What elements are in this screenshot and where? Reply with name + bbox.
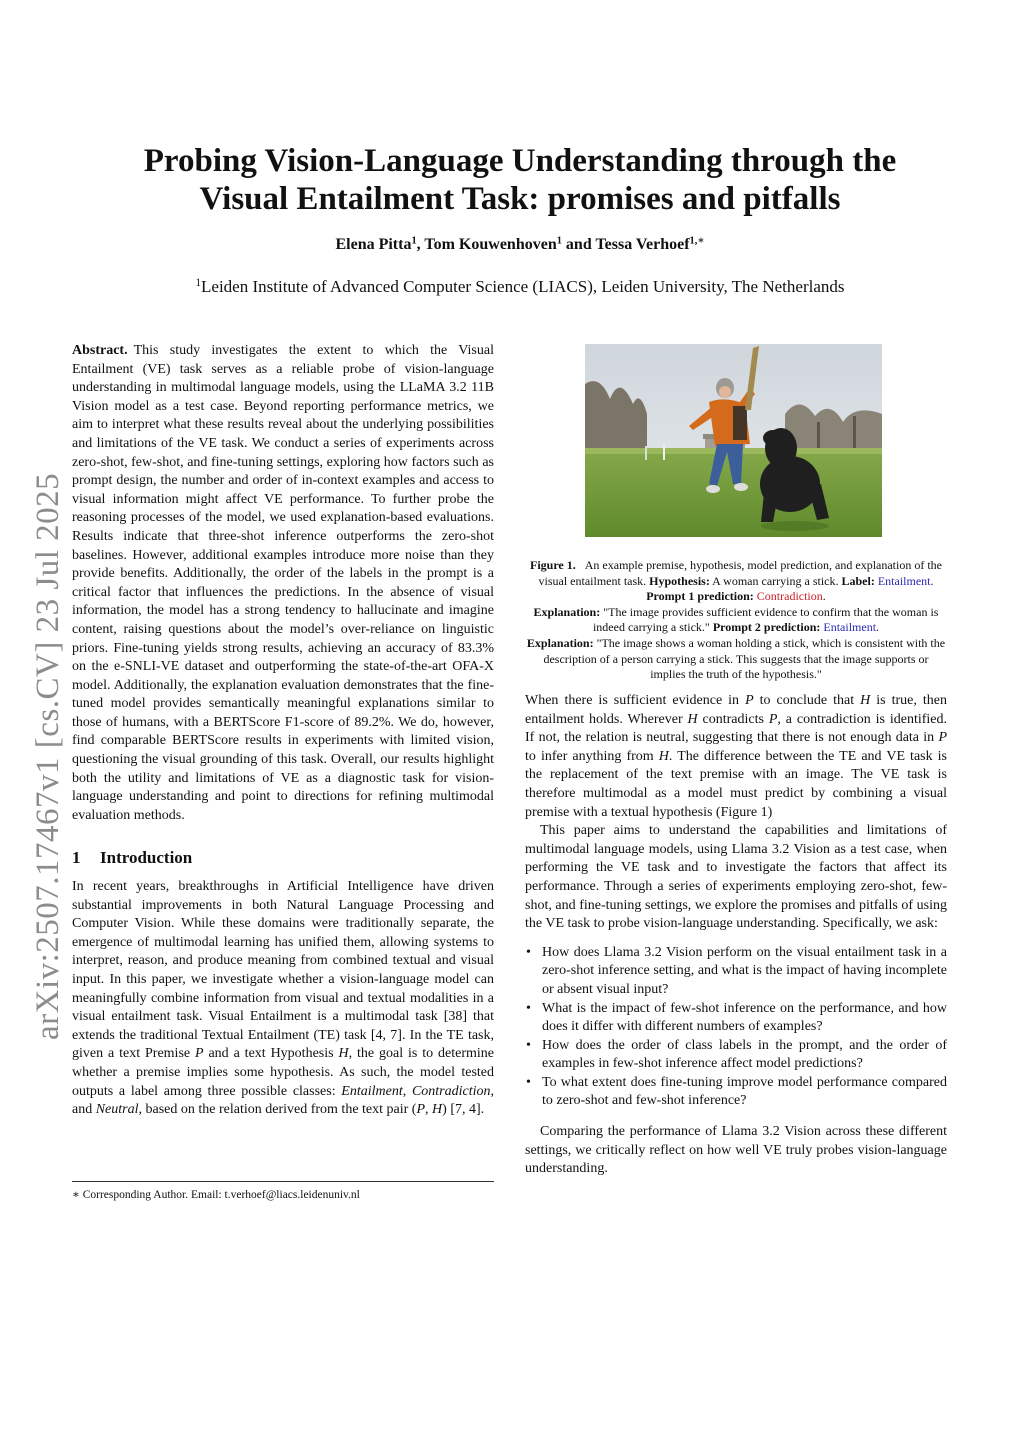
figure-photo bbox=[585, 344, 882, 537]
text-run: , a contradiction is identified. If not, the relation is neutral, suggesting that there is not enough data in bbox=[525, 711, 948, 746]
research-questions-list bbox=[525, 944, 947, 1111]
intro-paragraph bbox=[72, 878, 494, 1120]
text-run: , the goal is to determine whether a premise implies some hypothesis. As such, the model tested outputs a label among three possible classes: bbox=[72, 1046, 494, 1099]
text-run: , and bbox=[72, 1083, 494, 1118]
footnote-text: Corresponding Author. Email: t.verhoef@liacs.leidenuniv.nl bbox=[79, 1189, 360, 1201]
caption-text: An example premise, hypothesis, model prediction, and explanation of the visual entailment task. bbox=[538, 558, 943, 588]
math-symbol: H bbox=[860, 693, 871, 708]
list-item: • How does the order of class labels in the prompt, and the order of examples in few-shot inference affect model predictions? bbox=[525, 1037, 947, 1074]
explanation2-text: "The image shows a woman holding a stick, which is consistent with the description of a person carrying a stick. This suggests that the image supports or implies the truth of the hypothesis." bbox=[543, 635, 946, 682]
class-name: Neutral bbox=[95, 1102, 139, 1118]
math-symbol: P bbox=[745, 693, 754, 708]
text-run: and a text Hypothesis bbox=[203, 1046, 339, 1062]
gold-label-value: Entailment bbox=[877, 573, 931, 588]
body-paragraph: Comparing the performance of Llama 3.2 Vision across these different settings, we critically reflect on how well VE truly probes vision-language understanding. bbox=[525, 1124, 947, 1177]
right-column bbox=[525, 692, 947, 1179]
figure-label: Figure 1. bbox=[529, 558, 576, 572]
footnote bbox=[72, 1181, 494, 1201]
math-symbol: H bbox=[338, 1046, 349, 1062]
math-symbol: P bbox=[938, 730, 947, 746]
affiliation-mark: 1 bbox=[195, 276, 202, 289]
hypothesis-text: A woman carrying a stick. bbox=[709, 573, 842, 588]
math-symbol: P bbox=[195, 1046, 204, 1062]
gold-label-label: Label: bbox=[841, 573, 875, 588]
left-column bbox=[72, 342, 494, 1120]
section-heading-introduction bbox=[72, 849, 494, 868]
abstract-text: This study investigates the extent to which the Visual Entailment (VE) task serves as a reliable probe of vision-language understanding in multimodal language models, using the LLaMA 3.2 11B Vision model as a test case. Beyond reporting performance metrics, we aim to interpret what these results reveal about the underlying possibilities and limitations of the VE task. We conduct a series of experiments across zero-shot, few-shot, and fine-tuning settings, exploring how factors such as prompt design, the number and order of in-context examples and access to visual information might affect VE performance. To further probe the reasoning processes of the model, we used explanation-based evaluations. Results indicate that three-shot inference outperforms the zero-shot baselines. However, additional examples introduce more noise than they provide benefits. Additionally, the order of the labels in the prompt is a critical factor that influences the predictions. In the absence of visual information, the model has a strong tendency to hallucinate and imagine content, raising questions about the model’s over-reliance on linguistic priors. Fine-tuning yields strong results, achieving an accuracy of 83.3% on the e-SNLI-VE dataset and outperforming the state-of-the-art OFA-X model. Additionally, the explanation evaluation demonstrates that the fine-tuned model provides semantically meaningful explanations similar to those of humans, with a BERTScore F1-score of 89.2%. We do, however, find comparable BERTScore results in experiments with limited vision, questioning the visual grounding of this task. Overall, our results highlight both the utility and limitations of VE as a diagnostic task for vision-language understanding and point to directions for refining multimodal evaluation methods. bbox=[72, 343, 494, 823]
author-affil-mark: 1 bbox=[556, 235, 562, 247]
class-name: Contradiction bbox=[411, 1083, 491, 1099]
body-paragraph: This paper aims to understand the capabilities and limitations of multimodal language models, using Llama 3.2 Vision as a test case, when performing the VE task and to investigate the factors that affect its performance. Through a series of experiments employing zero-shot, few-shot, and fine-tuning settings, we explore the promises and pitfalls of using the VE task to probe vision-language understanding. Specifically, we ask: bbox=[525, 823, 947, 932]
list-item: • How does Llama 3.2 Vision perform on the visual entailment task in a zero-shot inference setting, and what is the impact of having incomplete or absent visual input? bbox=[525, 944, 947, 1000]
class-name: Entailment bbox=[341, 1083, 403, 1099]
footnote-mark: ∗ bbox=[72, 1189, 80, 1201]
author-name: Tessa Verhoef bbox=[595, 236, 690, 253]
abstract bbox=[72, 342, 494, 825]
text-run: . bbox=[930, 573, 934, 588]
prompt2-label: Prompt 2 prediction: bbox=[712, 620, 821, 635]
text-run: , based on the relation derived from the text pair ( bbox=[138, 1102, 417, 1118]
explanation1-text: "The image provides sufficient evidence to confirm that the woman is indeed carrying a stick." bbox=[592, 604, 939, 635]
affiliation bbox=[80, 277, 960, 297]
author-name: Tom Kouwenhoven bbox=[424, 236, 557, 253]
explanation1-label: Explanation: bbox=[533, 604, 601, 619]
text-run: . bbox=[822, 589, 826, 604]
list-item: • To what extent does fine-tuning improve model performance compared to zero-shot and few-shot inference? bbox=[525, 1074, 947, 1111]
math-symbol: P bbox=[416, 1102, 426, 1118]
math-symbol: H bbox=[432, 1102, 443, 1118]
hypothesis-label: Hypothesis: bbox=[649, 573, 710, 588]
prompt1-label: Prompt 1 prediction: bbox=[646, 589, 754, 604]
list-item: • What is the impact of few-shot inference on the performance, and how does it differ with different numbers of examples? bbox=[525, 1000, 947, 1037]
photo-woman-dog-stick bbox=[585, 344, 882, 537]
text-run: . bbox=[876, 620, 880, 635]
author-separator: and bbox=[561, 236, 596, 253]
section-number: 1 bbox=[72, 848, 81, 868]
text-run: . The difference between the TE and VE task is the replacement of the text premise with an image. The VE task is therefore multimodal as a model must predict by combining a visual premise with a textual hypothesis (Figure 1) bbox=[525, 748, 947, 820]
author-affil-mark: 1,∗ bbox=[689, 235, 705, 247]
text-run: In recent years, breakthroughs in Artificial Intelligence have driven substantial improvements in both Natural Language Processing and Computer Vision. While these domains were traditionally separate, the emergence of multimodal learning has unified them, allowing systems to interpret, reason, and produce meaning from combined textual and visual input. In this paper, we investigate whether a vision-language model can meaningfully combine information from visual and textual modalities in a visual entailment task. Visual Entailment is a multimodal task [38] that extends the traditional Textual Entailment (TE) task [4, 7]. In the TE task, given a text Premise bbox=[72, 879, 494, 1062]
body-paragraph bbox=[525, 692, 947, 822]
explanation2-label: Explanation: bbox=[526, 635, 594, 650]
text-run: to conclude that bbox=[753, 693, 861, 708]
text-run: When there is sufficient evidence in bbox=[525, 693, 746, 708]
arxiv-identifier-stamp: arXiv:2507.17467v1 [cs.CV] 23 Jul 2025 bbox=[30, 472, 66, 1040]
math-symbol: H bbox=[658, 748, 669, 764]
text-run: , bbox=[402, 1083, 412, 1099]
author-affil-mark: 1 bbox=[411, 235, 417, 247]
prompt2-value: Entailment bbox=[823, 620, 877, 635]
affiliation-text: Leiden Institute of Advanced Computer Science (LIACS), Leiden University, The Netherlands bbox=[201, 277, 845, 296]
text-run: to infer anything from bbox=[525, 748, 659, 764]
text-run: , bbox=[425, 1102, 433, 1118]
figure-caption bbox=[525, 558, 947, 683]
math-symbol: H bbox=[687, 711, 698, 727]
author-separator: , bbox=[416, 236, 425, 253]
paper-title bbox=[80, 142, 960, 218]
author-list bbox=[80, 236, 960, 254]
author-name: Elena Pitta bbox=[335, 236, 412, 253]
math-symbol: P bbox=[768, 711, 778, 727]
abstract-label: Abstract. bbox=[72, 343, 128, 358]
title-line-2: Visual Entailment Task: promises and pitfalls bbox=[199, 181, 841, 217]
text-run: is true, then entailment holds. Wherever bbox=[525, 693, 947, 727]
text-run: ) [7, 4]. bbox=[442, 1102, 485, 1118]
title-line-1: Probing Vision-Language Understanding through the bbox=[143, 143, 897, 179]
prompt1-value: Contradiction bbox=[756, 589, 823, 604]
text-run: contradicts bbox=[697, 711, 769, 727]
section-title: Introduction bbox=[100, 848, 193, 868]
